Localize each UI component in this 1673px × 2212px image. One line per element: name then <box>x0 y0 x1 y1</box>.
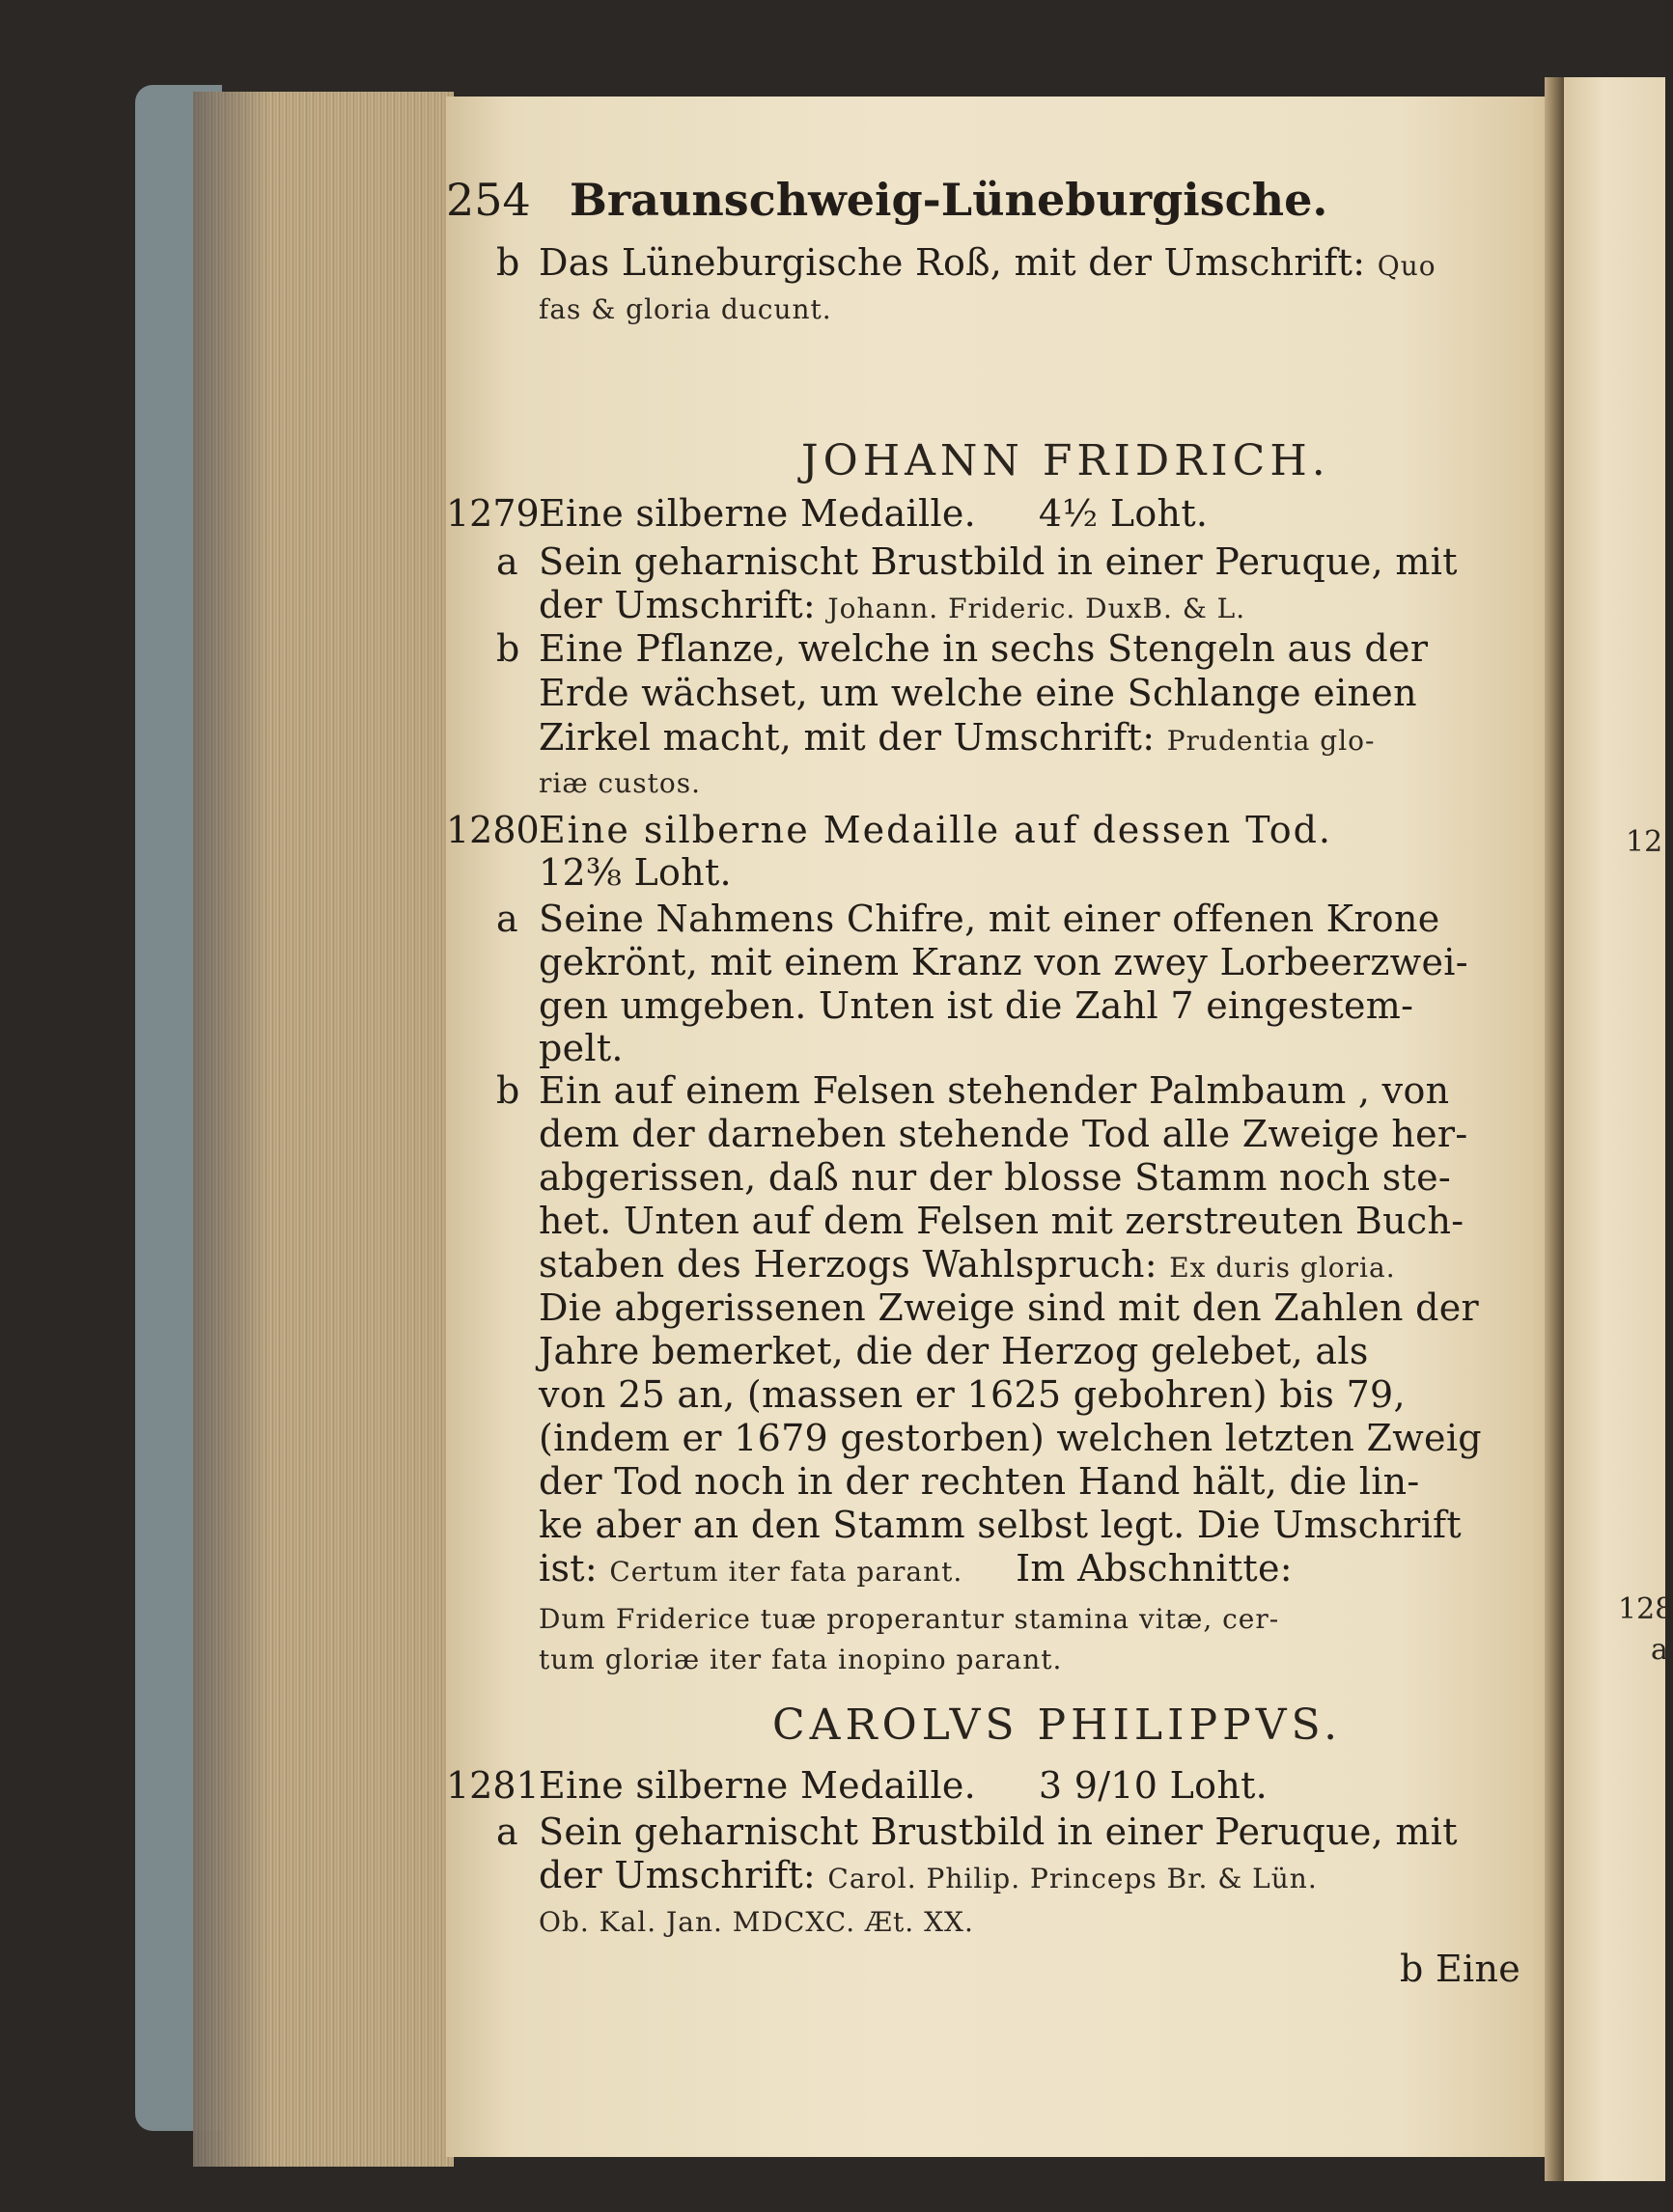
text-line: pelt. <box>539 1027 624 1069</box>
text-line: Sein geharnischt Brustbild in einer Peruque, mit <box>539 1811 1458 1853</box>
item-mark: a <box>496 1811 518 1853</box>
text-line: ke aber an den Stamm selbst legt. Die Umschrift <box>539 1504 1462 1546</box>
text-line: het. Unten auf dem Felsen mit zerstreuten Buch- <box>539 1200 1464 1242</box>
text-line: Das Lüneburgische Roß, mit der Umschrift: <box>539 241 1366 284</box>
text-line: Seine Nahmens Chifre, mit einer offenen Krone <box>539 898 1440 940</box>
item-mark: b <box>496 241 520 284</box>
text-line: Sein geharnischt Brustbild in einer Peruque, mit <box>539 540 1458 583</box>
entry-number: 1281 <box>446 1764 540 1807</box>
left-page <box>446 97 1564 2157</box>
latin-text: Ex duris gloria. <box>1169 1252 1396 1284</box>
latin-text: Johann. Frideric. DuxB. & L. <box>827 593 1246 624</box>
text-line: Zirkel macht, mit der Umschrift: <box>539 716 1156 759</box>
latin-text: Dum Friderice tuæ properantur stamina vitæ, cer- <box>539 1603 1280 1635</box>
entry-weight: 4½ Loht. <box>1038 492 1209 535</box>
page-number: 254 <box>446 174 531 226</box>
text-line: staben des Herzogs Wahlspruch: <box>539 1243 1157 1286</box>
text-line: Erde wächset, um welche eine Schlange einen <box>539 672 1417 714</box>
text-line: dem der darneben stehende Tod alle Zweige her- <box>539 1113 1468 1155</box>
text-line: Ein auf einem Felsen stehender Palmbaum , von <box>539 1069 1450 1112</box>
entry-weight: 12⅜ Loht. <box>539 851 732 894</box>
section-heading-carolus: CAROLVS PHILIPPVS. <box>772 1700 1343 1750</box>
text-line: Jahre bemerket, die der Herzog gelebet, als <box>539 1330 1369 1372</box>
latin-text: Prudentia glo- <box>1166 725 1376 757</box>
latin-text: Quo <box>1377 250 1436 282</box>
right-page-edge <box>1564 77 1673 2181</box>
entry-text: Eine silberne Medaille. <box>539 492 977 535</box>
text-line: ist: <box>539 1547 598 1590</box>
right-page-fragment: 128 <box>1618 1592 1673 1626</box>
text-line: der Tod noch in der rechten Hand hält, die lin- <box>539 1460 1420 1503</box>
text-line: von 25 an, (massen er 1625 gebohren) bis 79, <box>539 1373 1406 1416</box>
text-line: Im Abschnitte: <box>1016 1547 1293 1590</box>
latin-text: Ob. Kal. Jan. MDCXC. Æt. XX. <box>539 1906 974 1938</box>
item-mark: a <box>496 540 518 583</box>
latin-text: fas & gloria ducunt. <box>539 293 832 325</box>
text-line: der Umschrift: <box>539 1854 817 1896</box>
latin-text: riæ custos. <box>539 767 702 799</box>
latin-text: Certum iter fata parant. <box>609 1556 963 1588</box>
catchword: b Eine <box>1400 1948 1521 1990</box>
latin-text: tum gloriæ iter fata inopino parant. <box>539 1644 1063 1675</box>
text-line: gen umgeben. Unten ist die Zahl 7 eingestem- <box>539 984 1414 1027</box>
text-line: (indem er 1679 gestorben) welchen letzten Zweig <box>539 1417 1482 1459</box>
entry-text: Eine silberne Medaille auf dessen Tod. <box>539 809 1332 851</box>
right-page-fragment: 12 <box>1626 825 1663 859</box>
text-line: Die abgerissenen Zweige sind mit den Zahlen der <box>539 1286 1480 1329</box>
running-title: Braunschweig-Lüneburgische. <box>570 174 1328 226</box>
entry-text: Eine silberne Medaille. <box>539 1764 977 1807</box>
latin-text: Carol. Philip. Princeps Br. & Lün. <box>827 1863 1318 1894</box>
entry-weight: 3 9/10 Loht. <box>1038 1764 1269 1807</box>
book-gutter <box>1545 77 1564 2181</box>
right-page-fragment: a <box>1651 1633 1668 1667</box>
item-mark: b <box>496 627 520 670</box>
item-mark: b <box>496 1069 520 1112</box>
page-block-shadow <box>193 92 270 2167</box>
section-heading-johann: JOHANN FRIDRICH. <box>801 436 1330 485</box>
entry-number: 1279 <box>446 492 540 535</box>
item-mark: a <box>496 898 518 940</box>
text-line: Eine Pflanze, welche in sechs Stengeln aus der <box>539 627 1429 670</box>
text-line: der Umschrift: <box>539 584 817 626</box>
entry-number: 1280 <box>446 809 540 851</box>
text-line: abgerissen, daß nur der blosse Stamm noch ste- <box>539 1156 1452 1199</box>
text-line: gekrönt, mit einem Kranz von zwey Lorbeerzwei- <box>539 941 1468 983</box>
